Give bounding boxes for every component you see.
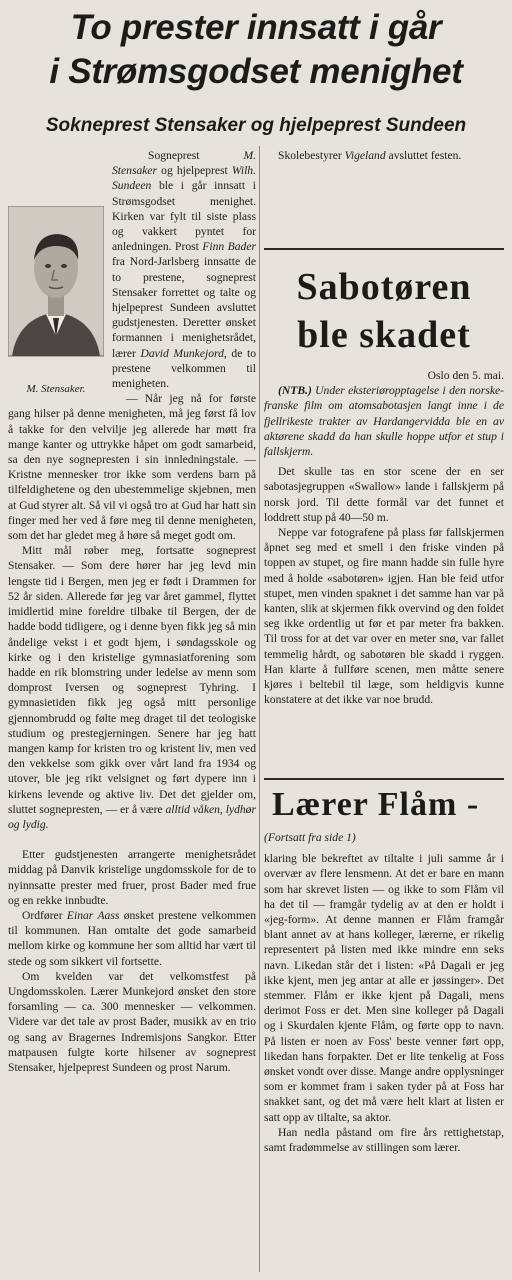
- main-headline-line-1: To prester innsatt i går: [70, 8, 442, 47]
- laerer-paragraph-sentence: Han nedla påstand om fire års rettighetstap, samt fradømmelse av stillingen som lærer.: [264, 1125, 504, 1155]
- laerer-paragraph-evidence: klaring ble bekreftet av tiltalte i juli samme år i overvær av flere lensmenn. At det er bare en mann som har skrevet listen — og ikke to som Flåm vil ha det til — framgår tydelig av at den er holdt i «jeg-form». At denne mannen er Flåm framgår blant annet av at hans kolleger, lærerne, er rikelig representert på listen med ikke mindre enn seks navn. Likedan står det i listen: «På Dagali er jeg ikke kjent, men jeg antar at alle er jøssinger». Det stemmer. Flåm er ikke kjent på Dagali, mens derimot Foss er det. Men sine kolleger på Dagali og i Skurdalen kjente Flåm, og førte opp to navn. På listen er noen av Foss' beste venner ført opp, likedan hans forpakter. Det er lite tenkelig at Foss ønsket vondt over disse. Mange andre opplysninger som er kommet fram i saken tyder på at Foss har snakket sant, og det må være helt klart at listen er satt opp av tiltalte, sa aktor.: [264, 852, 504, 1124]
- intro-paragraph-body: Sogneprest M. Stensaker og hjelpeprest Wilh. Sundeen ble i går innsatt i Strømsgodset menighet. Kirken var fylt til siste plass og vakkert pyntet for anledningen. Prost Finn Bader fra Nord-Jarlsberg innsatte de to prestene, sogneprest Stensaker forrettet og talte og hjelpeprest Sundeen avsluttet gudstjenesten. Deretter ønsket formannen i menighetsrådet, lærer David Munkejord, de to prestene velkommen til menigheten.: [112, 149, 256, 391]
- portrait-image: [8, 206, 104, 378]
- laerer-article: [264, 830, 504, 1155]
- sabotor-headline-line-2: ble skadet: [297, 314, 471, 356]
- main-article-flow: [8, 148, 256, 1075]
- laerer-headline: Lærer Flåm -: [272, 786, 480, 823]
- portrait-photo: [8, 206, 104, 396]
- paragraph-speech: — Når jeg nå for første gang hilser på denne menigheten, må jeg først få lov å takke for den velvilje jeg allerede har møtt fra mange kanter og uttrykke håpet om godt samarbeid, sa den nye sognepresten i sin innledningstale. — Kristne mennesker tror ikke som verdens barn på tilfeldighetene og den ubestemmelige skjebnen, men at Gud styrer alt. Så vil vi også tro at Gud har hatt sin finger med her ved å føre meg til denne menigheten, som det har gledet meg å høre så meget godt om.: [8, 392, 256, 543]
- sabotor-paragraph-scene: Det skulle tas en stor scene der en ser sabotasjegruppen «Swallow» lande i fallskjerm på norsk jord. Til dette formål var det funnet et loddrett stup på 40—50 m.: [264, 465, 504, 524]
- sabotor-headline-line-1: Sabotøren: [296, 266, 472, 308]
- box-top-rule: [264, 248, 504, 250]
- paragraph-biography: Mitt mål røber meg, fortsatte sogneprest Stensaker. — Som dere hører har jeg levd min lengste tid i Bergen, men jeg er født i Drammen for 52 år siden. Allerede før jeg var året gammel, flyttet imidlertid mine foreldre tilbake til Bergen, der de hadde bodd tidligere, og i denne byen fikk jeg så min åndelige vekst i et godt hjem, i søndagsskole og kirke og i den kristelige gymnasiatforening som hadde en rik blomstring under ledelse av menn som domprost Iversen og sogneprest Tyhring. I gymnasietiden fikk jeg også mitt personlige gjennombrudd og følte meg draget til det teologiske studium og prestegjerningen. Senere har jeg hatt mangen kamp for kristen tro og kristent liv, men ved den vekkelse som gikk over vårt land fra 1934 og utover, ble jeg rikt velsignet og ført dypere inn i kirkens levende og aktive liv. Det det gjelder om, sluttet sognepresten, — er å være alltid våken, lydhør og lydig.: [8, 544, 256, 831]
- column-divider: [259, 146, 260, 1272]
- box-bottom-rule: [264, 778, 504, 780]
- right-column-continuation: [264, 148, 504, 163]
- sabotor-dateline: Oslo den 5. mai.: [427, 369, 504, 382]
- subheadline: Sokneprest Stensaker og hjelpeprest Sundeen: [45, 115, 467, 136]
- photo-caption: M. Stensaker.: [26, 383, 86, 395]
- paragraph-closing: Skolebestyrer Vigeland avsluttet festen.: [278, 149, 462, 162]
- paragraph-evening: Om kvelden var det velkomstfest på Ungdomsskolen. Lærer Munkejord ønsket den store forsamling — ca. 300 mennesker — velkommen. Videre var det tale av prost Bader, musikk av en trio og sang av Bragernes Indremisjons Sangkor. Etter matpausen fulgte korte hilsener av sogneprest Stensaker, hjelpeprest Sundeen og prost Narum.: [8, 969, 256, 1074]
- main-headline-line-2: i Strømsgodset menighet: [49, 52, 463, 91]
- paragraph-mayor: Ordfører Einar Aass ønsket prestene velkommen til kommunen. Han omtalte det gode samarbeid mellom kirke og kommune her som alltid har vært til stede og som sikkert vil fortsette.: [8, 908, 257, 968]
- paragraph-dinner: Etter gudstjenesten arrangerte menighetsrådet middag på Danvik kristelige ungdomsskole for de to nyinnsatte prester med fruer, prost Bader med frue og en rekke innbudte.: [8, 848, 256, 907]
- sabotor-article: [264, 368, 504, 707]
- sabotor-lead: (NTB.) Under eksteriøropptagelse i den norske-franske film om atomsabotasjen langt inne i de fjellrikeste trakter av Hardangervidda ble en av aktørene skadd da han skulle hoppe utfor et stup i fallskjerm.: [264, 384, 504, 459]
- sabotor-paragraph-accident: Neppe var fotografene på plass før fallskjermen åpnet seg med et smell i den friske vinden på toppen av stupet, og fire mann hadde sin fulle hyre med å holde «sabotøren» igjen. Han ble feid utfor stupet, men vinden spaknet i det samme han var på kanten, slik at skjermen fikk overvind og den foldet seg ikke ordentlig ut før et par meter fra bakken. Til tross for at det var over en meter snø, var fallet temmelig hårdt, og sabotøren ble skadd i ryggen. Han klarte å fullføre scenen, men måtte senere kjøres i beltebil til læge, som heldigvis kunne konstatere at det ikke var noe brudd.: [264, 526, 504, 707]
- laerer-continued-note: (Fortsatt fra side 1): [264, 831, 356, 844]
